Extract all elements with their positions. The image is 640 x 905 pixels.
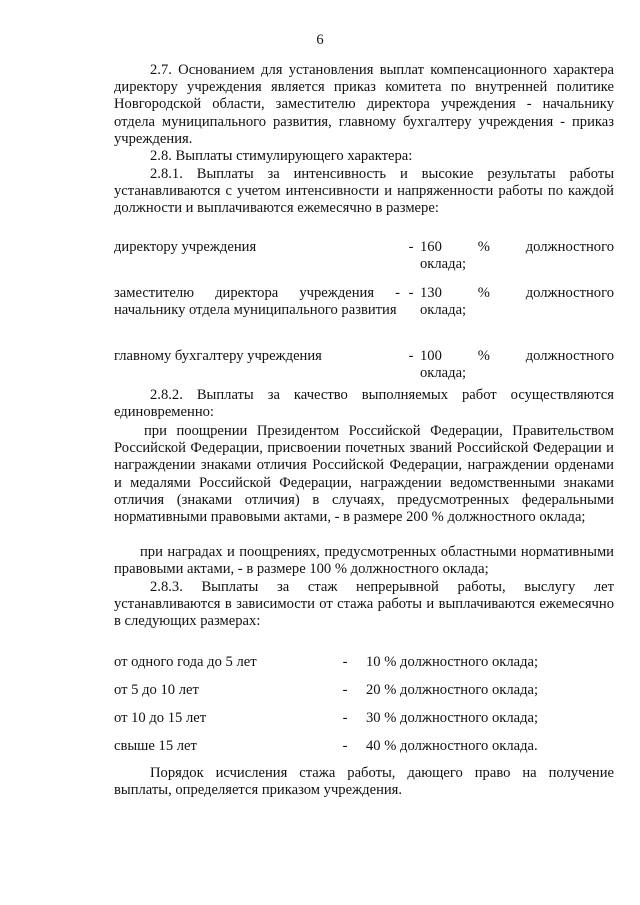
table1-percent-word: должностного: [525, 348, 614, 364]
table1-percent-sign: %: [477, 239, 490, 255]
table2-label: от 10 до 15 лет: [114, 710, 207, 726]
table1-percent-number: 130: [420, 285, 442, 301]
paragraph-2-8-2-a: при поощрении Президентом Российской Федерации, Правительством Российской Федерации, присвоении почетных званий Российской Федерации и награждении знаками отличия Российской Федерации, награждении орденами и медалями Российской Федерации, награждении ведомственными знаками отличия (знаками отличия) в случаях, предусмотренных федеральными нормативными правовыми актами, - в размере 200 % должностного оклада;: [114, 423, 614, 526]
table2-dash: -: [342, 710, 348, 726]
table2-label: от 5 до 10 лет: [114, 682, 199, 698]
table2-label: свыше 15 лет: [114, 738, 197, 754]
paragraph-2-8-2: 2.8.2. Выплаты за качество выполняемых работ осуществляются единовременно:: [114, 387, 614, 421]
table1-dash: -: [408, 348, 414, 364]
table2-dash: -: [342, 738, 348, 754]
paragraph-final: Порядок исчисления стажа работы, дающего право на получение выплаты, определяется приказом учреждения.: [114, 765, 614, 799]
table2-label: от одного года до 5 лет: [114, 654, 257, 670]
table1-row: [114, 285, 614, 345]
paragraph-2-8-2-b: при наградах и поощрениях, предусмотренных областными нормативными правовыми актами, - в размере 100 % должностного оклада;: [114, 544, 614, 578]
table1-label: заместителю директора учреждения - начальнику отдела муниципального развития: [114, 285, 400, 319]
paragraph-2-8-3: 2.8.3. Выплаты за стаж непрерывной работы, выслугу лет устанавливаются в зависимости от стажа работы и выплачиваются ежемесячно в следующих размерах:: [114, 579, 614, 630]
table1-label: директору учреждения: [114, 239, 257, 255]
table2-dash: -: [342, 682, 348, 698]
paragraph-2-8-1: 2.8.1. Выплаты за интенсивность и высокие результаты работы устанавливаются с учетом интенсивности и напряженности работы по каждой должности и выплачиваются ежемесячно в размере:: [114, 166, 614, 217]
table1-tail: оклада;: [420, 365, 467, 382]
table2-dash: -: [342, 654, 348, 670]
table1-value: [420, 285, 614, 319]
table1-tail: оклада;: [420, 302, 467, 319]
table2-value: 10 % должностного оклада;: [366, 654, 539, 670]
table1-percent-word: должностного: [525, 239, 614, 255]
table1-percent-sign: %: [477, 348, 490, 364]
table1-percent-word: должностного: [525, 285, 614, 301]
table1-label: главному бухгалтеру учреждения: [114, 348, 322, 364]
table1-value: [420, 348, 614, 382]
table2-row: [114, 682, 614, 700]
table1-percent-number: 100: [420, 348, 442, 364]
table2-value: 40 % должностного оклада.: [366, 738, 538, 754]
table1-dash: -: [408, 285, 414, 301]
table1-dash: -: [408, 239, 414, 255]
table2-row: [114, 710, 614, 728]
table2-row: [114, 738, 614, 756]
page-number: 6: [316, 32, 324, 48]
table1-tail: оклада;: [420, 256, 467, 273]
table1-percent-sign: %: [477, 285, 490, 301]
table2-value: 20 % должностного оклада;: [366, 682, 539, 698]
table2-row: [114, 654, 614, 672]
table1-percent-number: 160: [420, 239, 442, 255]
paragraph-2-8: 2.8. Выплаты стимулирующего характера:: [150, 148, 413, 164]
table2-value: 30 % должностного оклада;: [366, 710, 539, 726]
paragraph-2-7: 2.7. Основанием для установления выплат компенсационного характера директору учреждения является приказ комитета по внутренней политике Новгородской области, заместителю директора учреждения - начальнику отдела муниципального развития, главному бухгалтеру учреждения - приказ учреждения.: [114, 62, 614, 147]
table1-value: [420, 239, 614, 273]
